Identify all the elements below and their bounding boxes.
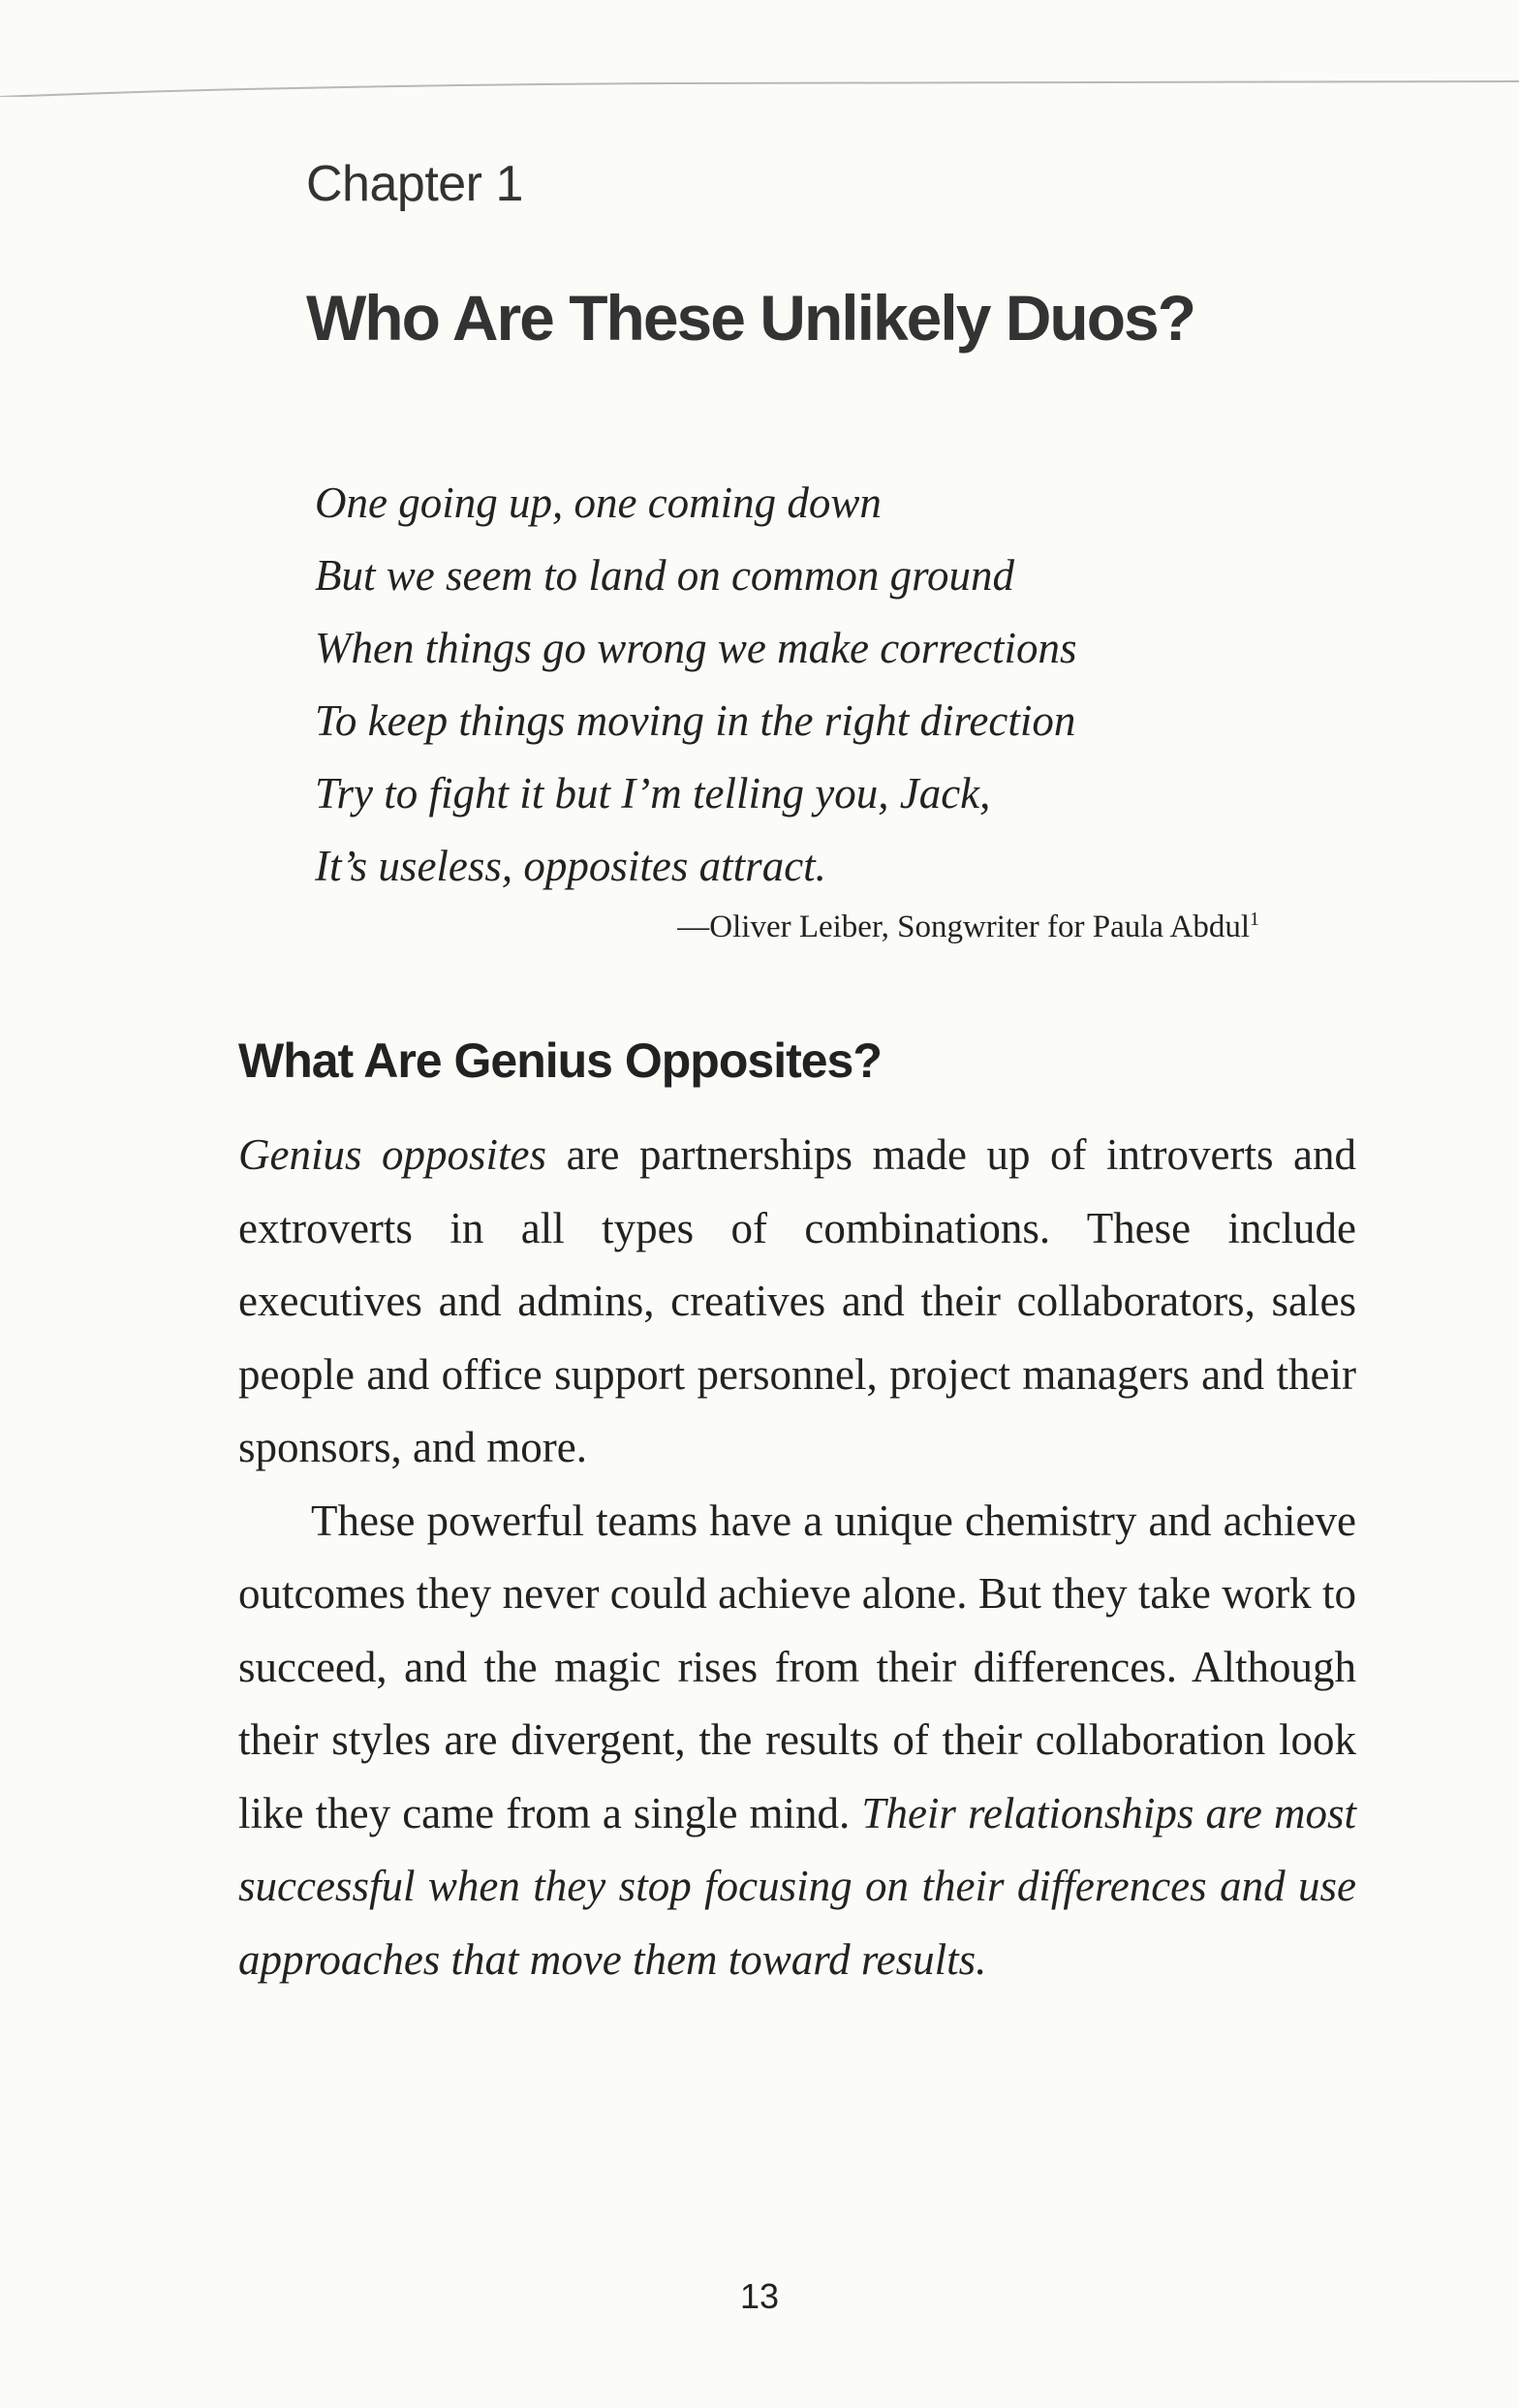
section-heading: What Are Genius Opposites? [238,1034,882,1088]
chapter-title: Who Are These Unlikely Duos? [306,282,1195,354]
epigraph-line: Try to fight it but I’m telling you, Jack, [315,769,991,818]
epigraph-line: One going up, one coming down [315,479,882,527]
paragraph-2 [238,1485,1356,1997]
paragraph-1 [238,1119,1356,1485]
body-text [238,1119,1356,1996]
epigraph-line: But we seem to land on common ground [315,551,1014,600]
paragraph-2-italic-tail: Their relationships are most successful when they stop focusing on their differences and use approaches that move them toward results. [238,1788,1356,1984]
footnote-marker: 1 [1250,909,1259,930]
chapter-label: Chapter 1 [306,156,523,212]
epigraph-line: To keep things moving in the right direction [315,696,1076,745]
epigraph-line: It’s useless, opposites attract. [315,842,826,890]
paragraph-2-text: These powerful teams have a unique chemistry and achieve outcomes they never could achieve alone. But they take work to succeed, and the magic rises from their differences. Although their styles are divergent, the results of their collaboration look like they came from a single mind. [238,1496,1356,1837]
paragraph-1-italic-lead: Genius opposites [238,1130,547,1179]
epigraph-attribution [677,909,1259,945]
page-number: 13 [739,2276,780,2316]
epigraph-line: When things go wrong we make corrections [315,624,1077,672]
page-edge-line [0,0,1519,97]
attribution-text: —Oliver Leiber, Songwriter for Paula Abdul [677,910,1250,944]
paragraph-1-text: are partnerships made up of introverts and extroverts in all types of combinations. These include executives and admins, creatives and their collaborators, sales people and office support personnel, project managers and their sponsors, and more. [238,1130,1356,1471]
epigraph [315,467,1077,903]
